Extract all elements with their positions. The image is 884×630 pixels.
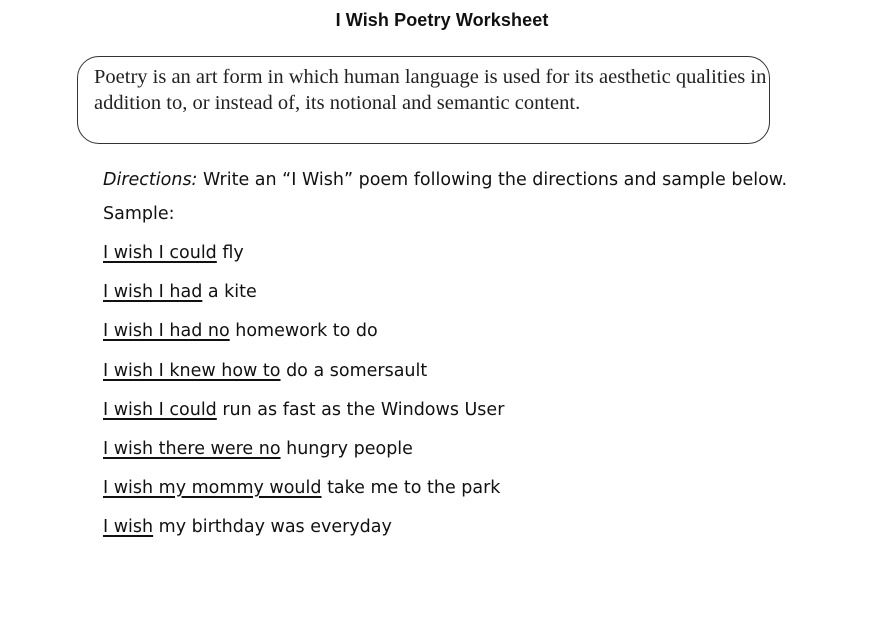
sample-line bbox=[103, 242, 803, 281]
sample-line bbox=[103, 360, 803, 399]
sample-lines bbox=[103, 242, 803, 556]
sample-stem: I wish there were no bbox=[103, 438, 281, 459]
sample-stem: I wish I could bbox=[103, 399, 217, 420]
sample-line bbox=[103, 281, 803, 320]
definition-box bbox=[77, 56, 770, 144]
directions-label: Directions: bbox=[103, 170, 198, 190]
sample-completion: take me to the park bbox=[321, 478, 501, 499]
sample-completion: a kite bbox=[202, 282, 257, 303]
sample-line bbox=[103, 516, 803, 555]
sample-line bbox=[103, 399, 803, 438]
sample-stem: I wish I could bbox=[103, 243, 217, 263]
directions-text: Write an “I Wish” poem following the directions and sample below. bbox=[197, 170, 788, 190]
sample-stem: I wish I had no bbox=[103, 321, 230, 342]
sample-completion: my birthday was everyday bbox=[153, 517, 392, 538]
sample-stem: I wish I had bbox=[103, 282, 203, 303]
sample-completion: run as fast as the Windows User bbox=[216, 399, 505, 420]
sample-line bbox=[103, 438, 803, 477]
sample-completion: fly bbox=[216, 243, 244, 263]
sample-completion: homework to do bbox=[229, 321, 378, 342]
sample-label: Sample: bbox=[103, 204, 175, 224]
page-title: I Wish Poetry Worksheet bbox=[335, 10, 549, 30]
sample-stem: I wish I knew how to bbox=[103, 360, 281, 381]
sample-stem: I wish my mommy would bbox=[103, 478, 322, 499]
sample-line bbox=[103, 320, 803, 359]
definition-text: Poetry is an art form in which human language is used for its aesthetic qualities in addition to, or instead of, its notional and semantic content. bbox=[94, 66, 767, 114]
worksheet-content bbox=[103, 166, 803, 556]
sample-completion: do a somersault bbox=[280, 360, 428, 381]
sample-completion: hungry people bbox=[280, 438, 413, 459]
sample-line bbox=[103, 477, 803, 516]
directions bbox=[103, 166, 803, 194]
sample-stem: I wish bbox=[103, 517, 154, 538]
